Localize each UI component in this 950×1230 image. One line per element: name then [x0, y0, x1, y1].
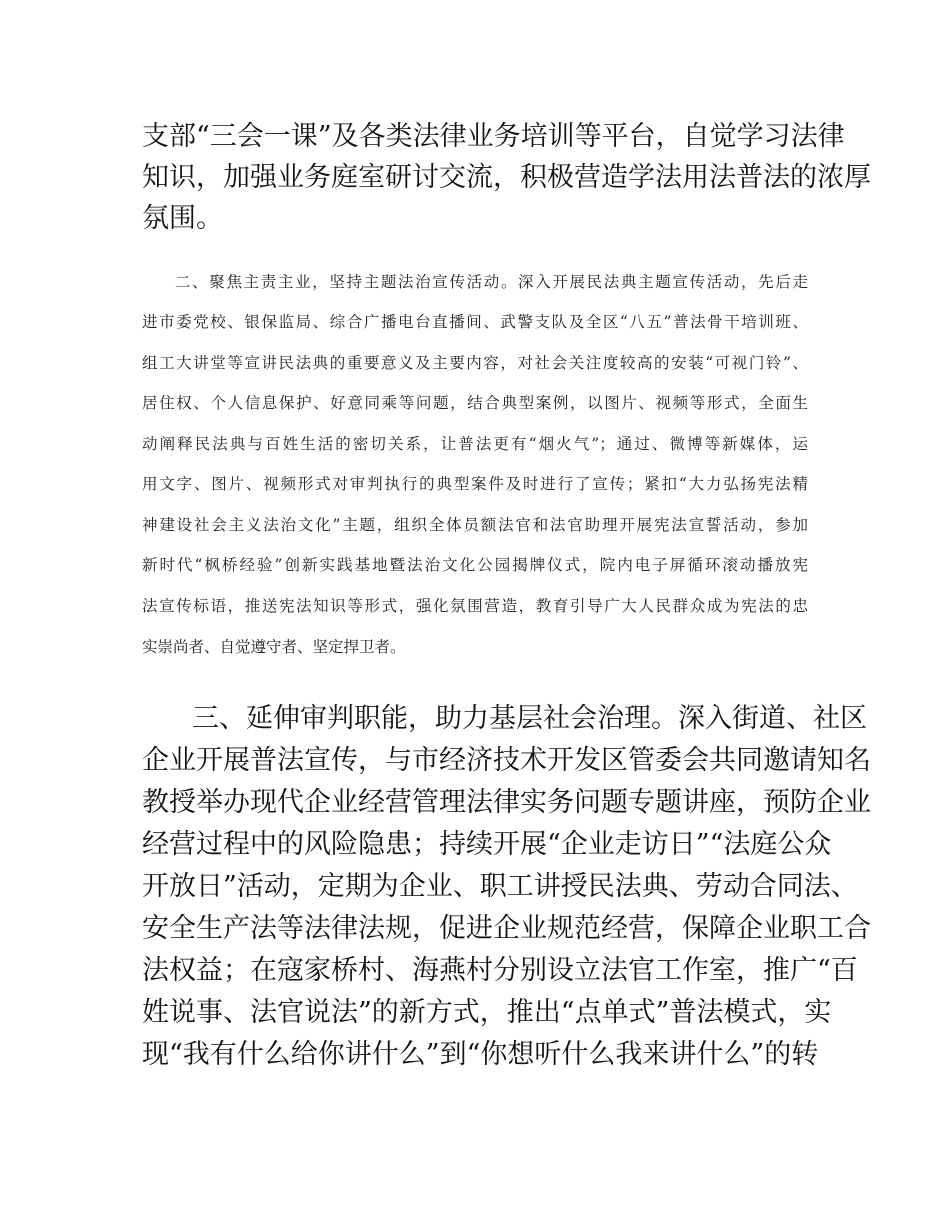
text-line: 企业开展普法宣传，与市经济技术开发区管委会共同邀请知名 [142, 745, 871, 776]
text-line: 姓说事、法官说法”的新方式，推出“点单式”普法模式，实 [142, 997, 832, 1028]
text-line: 进市委党校、银保监局、综合广播电台直播间、武警支队及全区“八五”普法骨干培训班、 [142, 313, 808, 331]
text-line: 氛围。 [142, 203, 223, 234]
text-line: 现“我有什么给你讲什么”到“你想听什么我来讲什么”的转 [142, 1039, 819, 1070]
text-line: 安全生产法等法律法规，促进企业规范经营，保障企业职工合 [142, 913, 871, 944]
text-line: 二、聚焦主责主业，坚持主题法治宣传活动。深入开展民法典主题宣传活动，先后走 [175, 273, 808, 291]
text-line: 法宣传标语，推送宪法知识等形式，强化氛围营造，教育引导广大人民群众成为宪法的忠 [142, 597, 808, 615]
text-line: 实崇尚者、自觉遵守者、坚定捍卫者。 [142, 638, 406, 656]
text-line: 用文字、图片、视频形式对审判执行的典型案件及时进行了宣传；紧扣“大力弘扬宪法精 [142, 475, 808, 493]
text-line: 经营过程中的风险隐患；持续开展“企业走访日”“法庭公众 [142, 829, 832, 860]
text-line: 居住权、个人信息保护、好意同乘等问题，结合典型案例，以图片、视频等形式，全面生 [142, 394, 808, 412]
text-line: 动阐释民法典与百姓生活的密切关系，让普法更有“烟火气”；通过、微博等新媒体，运 [142, 435, 808, 453]
text-line: 知识，加强业务庭室研讨交流，积极营造学法用法普法的浓厚 [142, 162, 871, 193]
text-line: 开放日”活动，定期为企业、职工讲授民法典、劳动合同法、 [142, 871, 858, 902]
text-line: 支部“三会一课”及各类法律业务培训等平台，自觉学习法律 [142, 121, 845, 152]
text-line: 教授举办现代企业经营管理法律实务问题专题讲座，预防企业 [142, 787, 871, 818]
text-line: 新时代“枫桥经验”创新实践基地暨法治文化公园揭牌仪式，院内电子屏循环滚动播放宪 [142, 556, 808, 574]
text-line: 神建设社会主义法治文化”主题，组织全体员额法官和法官助理开展宪法宣誓活动，参加 [142, 516, 808, 534]
text-line: 组工大讲堂等宣讲民法典的重要意义及主要内容，对社会关注度较高的安装“可视门铃”、 [142, 354, 808, 372]
text-line: 法权益；在寇家桥村、海燕村分别设立法官工作室，推广“百 [142, 955, 858, 986]
text-line: 三、延伸审判职能，助力基层社会治理。深入街道、社区 [192, 703, 867, 734]
